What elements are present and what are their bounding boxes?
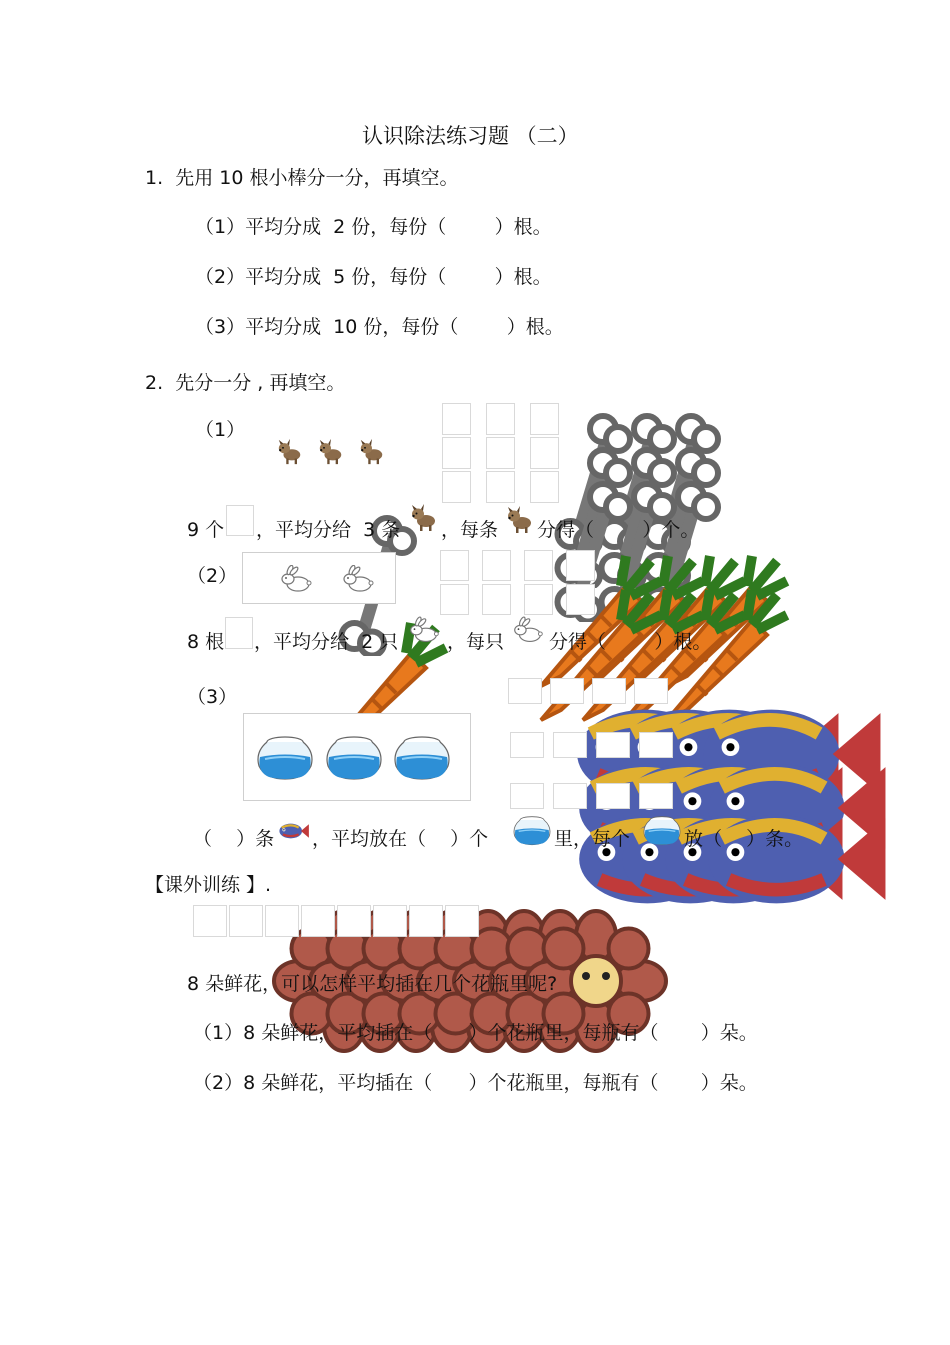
carrot-icon: [566, 550, 595, 581]
dog-icon: [317, 436, 345, 468]
fish-icon: [639, 783, 673, 809]
bone-icon: [486, 471, 515, 503]
bone-icon: [442, 471, 471, 503]
flower-icon: [265, 905, 299, 937]
extra-question: 8 朵鲜花，可以怎样平均插在几个花瓶里呢?: [187, 973, 558, 995]
fish-icon: [596, 732, 630, 758]
question-2-stem: 2. 先分一分 , 再填空。: [145, 372, 346, 394]
flower-icon: [409, 905, 443, 937]
question-2-part-1-text-a: 9 个: [187, 519, 225, 541]
extra-heading: 【课外训练 】.: [145, 874, 272, 896]
carrot-icon: [440, 550, 469, 581]
fish-icon: [553, 783, 587, 809]
bone-icon: [442, 437, 471, 469]
bone-icon: [486, 403, 515, 435]
fishbowl-frame: [243, 713, 471, 801]
fishbowl-icon: [512, 813, 552, 847]
fish-icon: [508, 678, 542, 704]
bone-icon: [226, 505, 254, 536]
carrot-icon: [225, 617, 253, 649]
dog-icon: [358, 436, 386, 468]
question-2-part-1-label: （1）: [195, 419, 246, 441]
question-2-part-3-text-a: （ ）条: [193, 828, 275, 850]
question-2-part-3-label: （3）: [187, 686, 238, 708]
carrot-icon: [524, 550, 553, 581]
question-1-stem: 1. 先用 10 根小棒分一分，再填空。: [145, 167, 459, 189]
dog-icon: [276, 436, 304, 468]
question-2-part-3-text-d: 放（ ）条。: [684, 828, 804, 850]
fishbowl-icon: [642, 813, 682, 847]
flower-icon: [445, 905, 479, 937]
fish-icon: [276, 818, 310, 844]
fish-icon: [510, 783, 544, 809]
carrot-icon: [524, 584, 553, 615]
carrot-icon: [482, 584, 511, 615]
bone-icon: [486, 437, 515, 469]
fish-icon: [550, 678, 584, 704]
flower-icon: [373, 905, 407, 937]
question-2-part-3-text-c: 里，每个: [554, 828, 631, 850]
question-2-part-2-text-a: 8 根: [187, 631, 225, 653]
fishbowl-icon: [323, 732, 385, 782]
question-2-part-3-text-b: ，平均放在（ ）个: [312, 828, 489, 850]
dog-icon: [409, 500, 439, 536]
fishbowl-icon: [391, 732, 453, 782]
rabbit-icon: [338, 565, 378, 595]
fish-icon: [596, 783, 630, 809]
bone-icon: [530, 403, 559, 435]
dog-icon: [505, 503, 535, 537]
carrot-icon: [482, 550, 511, 581]
page-title: 认识除法练习题 （二）: [362, 124, 579, 148]
bone-icon: [530, 471, 559, 503]
question-2-part-2-text-b: ，平均分给 2 只: [254, 631, 399, 653]
flower-icon: [229, 905, 263, 937]
question-2-part-1-text-d: 分得（ ）个。: [537, 519, 700, 541]
question-1-item-1: （1）平均分成 2 份，每份（ ）根。: [195, 216, 552, 238]
fish-icon: [639, 732, 673, 758]
extra-item-2: （2）8 朵鲜花，平均插在（ ）个花瓶里，每瓶有（ ）朵。: [193, 1072, 758, 1094]
fish-icon: [634, 678, 668, 704]
rabbit-icon: [405, 616, 443, 646]
rabbit-icon: [276, 565, 316, 595]
question-1-item-3: （3）平均分成 10 份，每份（ ）根。: [195, 316, 564, 338]
question-2-part-2-label: （2）: [187, 565, 238, 587]
fish-icon: [592, 678, 626, 704]
flower-icon: [301, 905, 335, 937]
carrot-icon: [566, 584, 595, 615]
rabbit-icon: [509, 616, 547, 646]
carrot-icon: [440, 584, 469, 615]
fish-icon: [553, 732, 587, 758]
question-1-item-2: （2）平均分成 5 份，每份（ ）根。: [195, 266, 552, 288]
rabbit-frame: [242, 552, 396, 604]
question-2-part-1-text-b: ，平均分给 3 条: [256, 519, 401, 541]
fish-icon: [510, 732, 544, 758]
question-2-part-1-text-c: ，每条: [441, 519, 499, 541]
question-2-part-2-text-c: ，每只: [447, 631, 505, 653]
bone-icon: [442, 403, 471, 435]
extra-item-1: （1）8 朵鲜花，平均插在（ ）个花瓶里，每瓶有（ ）朵。: [193, 1022, 758, 1044]
fishbowl-icon: [254, 732, 316, 782]
flower-icon: [193, 905, 227, 937]
bone-icon: [530, 437, 559, 469]
question-2-part-2-text-d: 分得（ ）根。: [549, 631, 712, 653]
flower-icon: [337, 905, 371, 937]
